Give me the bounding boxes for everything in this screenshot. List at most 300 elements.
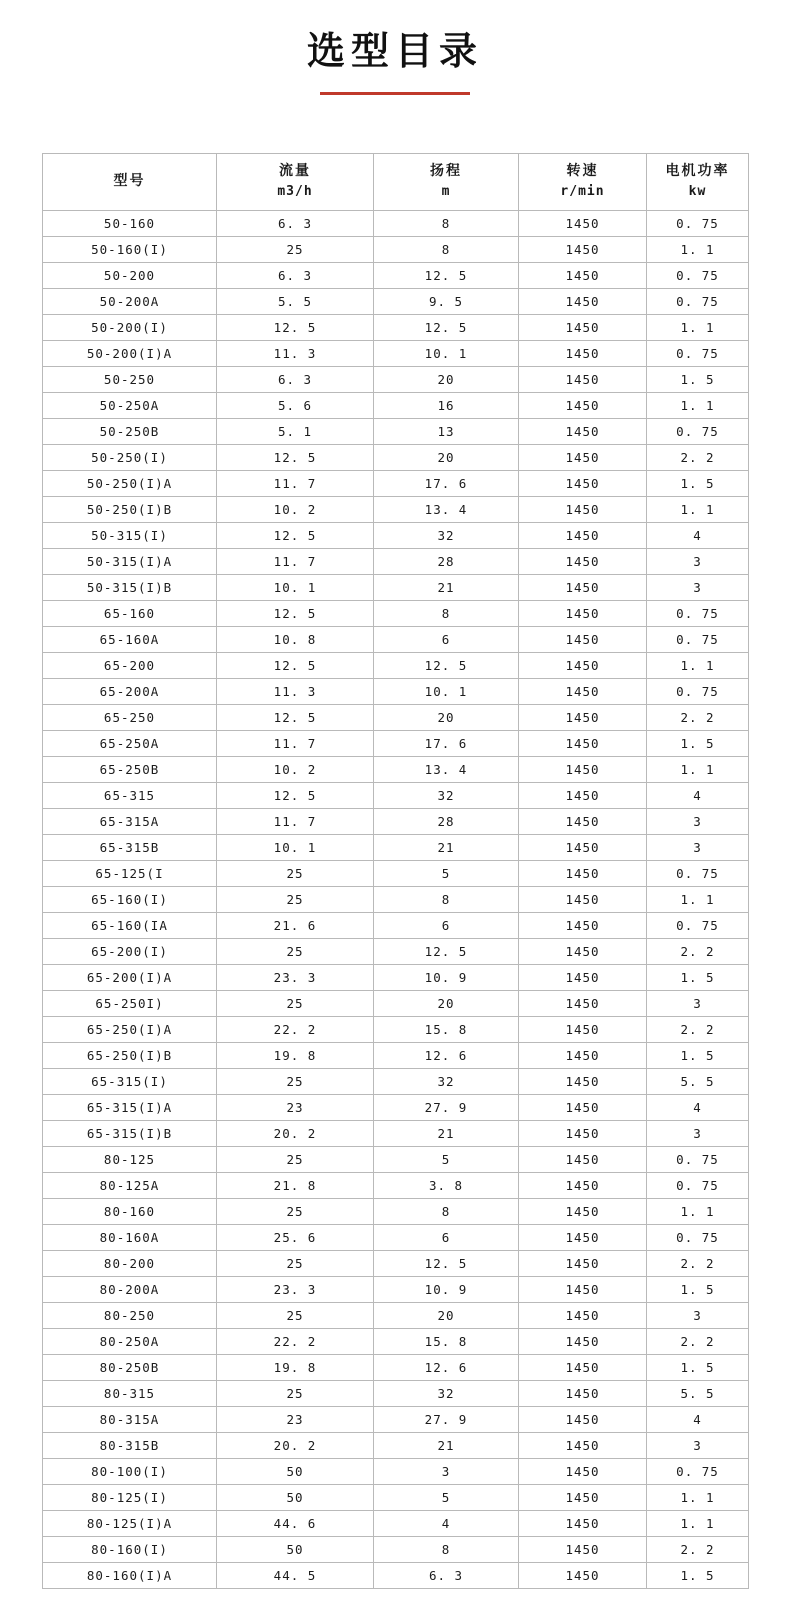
cell-model: 50-160(I) xyxy=(43,236,217,262)
cell-model: 80-160(I) xyxy=(43,1536,217,1562)
table-row xyxy=(43,990,749,1016)
cell-power: 2. 2 xyxy=(647,1536,749,1562)
cell-power: 1. 1 xyxy=(647,496,749,522)
cell-head: 10. 9 xyxy=(374,964,519,990)
cell-flow: 5. 6 xyxy=(217,392,374,418)
cell-flow: 20. 2 xyxy=(217,1432,374,1458)
cell-head: 28 xyxy=(374,548,519,574)
cell-speed: 1450 xyxy=(519,522,647,548)
cell-head: 5 xyxy=(374,860,519,886)
table-row xyxy=(43,522,749,548)
cell-power: 1. 1 xyxy=(647,1198,749,1224)
cell-head: 20 xyxy=(374,444,519,470)
cell-head: 21 xyxy=(374,574,519,600)
cell-head: 8 xyxy=(374,1536,519,1562)
cell-power: 0. 75 xyxy=(647,262,749,288)
cell-model: 65-160(IA xyxy=(43,912,217,938)
cell-model: 65-250(I)B xyxy=(43,1042,217,1068)
cell-speed: 1450 xyxy=(519,1562,647,1588)
cell-power: 2. 2 xyxy=(647,1328,749,1354)
column-header-head-label: 扬程 xyxy=(430,163,462,180)
cell-head: 6. 3 xyxy=(374,1562,519,1588)
cell-flow: 50 xyxy=(217,1484,374,1510)
cell-flow: 44. 5 xyxy=(217,1562,374,1588)
cell-speed: 1450 xyxy=(519,1328,647,1354)
table-row xyxy=(43,1562,749,1588)
cell-flow: 23. 3 xyxy=(217,1276,374,1302)
table-row xyxy=(43,678,749,704)
cell-speed: 1450 xyxy=(519,262,647,288)
cell-model: 80-315B xyxy=(43,1432,217,1458)
cell-flow: 25 xyxy=(217,990,374,1016)
cell-flow: 25 xyxy=(217,938,374,964)
cell-speed: 1450 xyxy=(519,1068,647,1094)
cell-flow: 11. 3 xyxy=(217,340,374,366)
cell-power: 2. 2 xyxy=(647,1250,749,1276)
cell-speed: 1450 xyxy=(519,678,647,704)
cell-model: 80-250 xyxy=(43,1302,217,1328)
cell-head: 10. 1 xyxy=(374,340,519,366)
cell-flow: 12. 5 xyxy=(217,782,374,808)
cell-speed: 1450 xyxy=(519,912,647,938)
cell-flow: 10. 2 xyxy=(217,756,374,782)
cell-power: 1. 1 xyxy=(647,652,749,678)
table-row xyxy=(43,288,749,314)
table-row xyxy=(43,860,749,886)
table-row xyxy=(43,756,749,782)
table-row xyxy=(43,1068,749,1094)
cell-power: 4 xyxy=(647,1094,749,1120)
page-title: 选型目录 xyxy=(306,29,483,73)
table-row xyxy=(43,1224,749,1250)
cell-head: 3 xyxy=(374,1458,519,1484)
cell-head: 20 xyxy=(374,1302,519,1328)
cell-model: 65-200 xyxy=(43,652,217,678)
cell-model: 50-200 xyxy=(43,262,217,288)
cell-head: 10. 1 xyxy=(374,678,519,704)
cell-power: 1. 5 xyxy=(647,1042,749,1068)
cell-model: 65-315(I) xyxy=(43,1068,217,1094)
table-row xyxy=(43,834,749,860)
cell-power: 4 xyxy=(647,1406,749,1432)
cell-speed: 1450 xyxy=(519,1146,647,1172)
cell-power: 0. 75 xyxy=(647,1172,749,1198)
cell-speed: 1450 xyxy=(519,600,647,626)
table-row xyxy=(43,1380,749,1406)
cell-flow: 25 xyxy=(217,1146,374,1172)
cell-model: 80-315 xyxy=(43,1380,217,1406)
table-row xyxy=(43,210,749,236)
cell-flow: 23. 3 xyxy=(217,964,374,990)
cell-head: 13 xyxy=(374,418,519,444)
cell-model: 65-315(I)A xyxy=(43,1094,217,1120)
column-header-power xyxy=(647,153,749,210)
cell-model: 50-200(I) xyxy=(43,314,217,340)
cell-flow: 25 xyxy=(217,1380,374,1406)
cell-power: 1. 1 xyxy=(647,1510,749,1536)
table-row xyxy=(43,1354,749,1380)
cell-flow: 21. 6 xyxy=(217,912,374,938)
table-row xyxy=(43,1094,749,1120)
table-row xyxy=(43,782,749,808)
cell-model: 65-200A xyxy=(43,678,217,704)
spec-table-wrapper xyxy=(42,153,748,1589)
cell-speed: 1450 xyxy=(519,288,647,314)
cell-speed: 1450 xyxy=(519,782,647,808)
title-block xyxy=(0,0,790,95)
cell-model: 80-160A xyxy=(43,1224,217,1250)
cell-power: 0. 75 xyxy=(647,1146,749,1172)
column-header-model-label: 型号 xyxy=(113,173,146,189)
cell-flow: 10. 1 xyxy=(217,574,374,600)
cell-head: 12. 5 xyxy=(374,262,519,288)
table-row xyxy=(43,1120,749,1146)
cell-head: 8 xyxy=(374,210,519,236)
cell-model: 65-315B xyxy=(43,834,217,860)
cell-speed: 1450 xyxy=(519,210,647,236)
cell-power: 3 xyxy=(647,990,749,1016)
cell-speed: 1450 xyxy=(519,964,647,990)
table-row xyxy=(43,262,749,288)
cell-head: 20 xyxy=(374,366,519,392)
table-row xyxy=(43,652,749,678)
table-row xyxy=(43,1432,749,1458)
cell-speed: 1450 xyxy=(519,860,647,886)
cell-model: 80-200A xyxy=(43,1276,217,1302)
cell-power: 1. 1 xyxy=(647,756,749,782)
cell-speed: 1450 xyxy=(519,1536,647,1562)
cell-model: 50-250 xyxy=(43,366,217,392)
cell-speed: 1450 xyxy=(519,1016,647,1042)
cell-flow: 11. 3 xyxy=(217,678,374,704)
cell-speed: 1450 xyxy=(519,704,647,730)
cell-flow: 11. 7 xyxy=(217,808,374,834)
cell-flow: 50 xyxy=(217,1458,374,1484)
cell-head: 20 xyxy=(374,990,519,1016)
cell-speed: 1450 xyxy=(519,756,647,782)
cell-head: 27. 9 xyxy=(374,1094,519,1120)
table-row xyxy=(43,1536,749,1562)
cell-speed: 1450 xyxy=(519,1250,647,1276)
cell-head: 17. 6 xyxy=(374,470,519,496)
cell-speed: 1450 xyxy=(519,1302,647,1328)
cell-power: 1. 5 xyxy=(647,964,749,990)
cell-speed: 1450 xyxy=(519,496,647,522)
cell-head: 6 xyxy=(374,1224,519,1250)
cell-model: 80-125(I) xyxy=(43,1484,217,1510)
cell-flow: 25 xyxy=(217,860,374,886)
table-row xyxy=(43,1146,749,1172)
table-row xyxy=(43,964,749,990)
cell-flow: 25. 6 xyxy=(217,1224,374,1250)
cell-head: 17. 6 xyxy=(374,730,519,756)
cell-flow: 10. 1 xyxy=(217,834,374,860)
cell-speed: 1450 xyxy=(519,340,647,366)
cell-model: 50-200A xyxy=(43,288,217,314)
cell-flow: 21. 8 xyxy=(217,1172,374,1198)
table-body xyxy=(43,210,749,1588)
cell-speed: 1450 xyxy=(519,548,647,574)
cell-speed: 1450 xyxy=(519,626,647,652)
cell-model: 65-160(I) xyxy=(43,886,217,912)
cell-model: 65-125(I xyxy=(43,860,217,886)
cell-head: 12. 5 xyxy=(374,652,519,678)
table-row xyxy=(43,470,749,496)
cell-speed: 1450 xyxy=(519,1510,647,1536)
cell-model: 65-315(I)B xyxy=(43,1120,217,1146)
table-row xyxy=(43,574,749,600)
table-row xyxy=(43,1250,749,1276)
cell-flow: 19. 8 xyxy=(217,1042,374,1068)
cell-power: 2. 2 xyxy=(647,444,749,470)
table-row xyxy=(43,340,749,366)
cell-flow: 12. 5 xyxy=(217,600,374,626)
cell-flow: 11. 7 xyxy=(217,470,374,496)
cell-model: 80-125(I)A xyxy=(43,1510,217,1536)
cell-head: 6 xyxy=(374,912,519,938)
column-header-head xyxy=(374,153,519,210)
column-header-speed-unit: r/min xyxy=(560,184,605,200)
cell-model: 65-315 xyxy=(43,782,217,808)
cell-flow: 20. 2 xyxy=(217,1120,374,1146)
cell-speed: 1450 xyxy=(519,886,647,912)
cell-head: 32 xyxy=(374,1380,519,1406)
cell-power: 0. 75 xyxy=(647,340,749,366)
cell-model: 65-200(I) xyxy=(43,938,217,964)
cell-speed: 1450 xyxy=(519,834,647,860)
cell-power: 1. 1 xyxy=(647,236,749,262)
cell-power: 3 xyxy=(647,548,749,574)
cell-model: 80-315A xyxy=(43,1406,217,1432)
cell-head: 12. 5 xyxy=(374,1250,519,1276)
table-row xyxy=(43,1302,749,1328)
cell-model: 50-315(I)B xyxy=(43,574,217,600)
cell-flow: 12. 5 xyxy=(217,652,374,678)
table-row xyxy=(43,600,749,626)
cell-flow: 10. 2 xyxy=(217,496,374,522)
cell-flow: 19. 8 xyxy=(217,1354,374,1380)
cell-head: 28 xyxy=(374,808,519,834)
cell-power: 2. 2 xyxy=(647,938,749,964)
cell-flow: 11. 7 xyxy=(217,548,374,574)
cell-model: 50-250(I)B xyxy=(43,496,217,522)
cell-flow: 11. 7 xyxy=(217,730,374,756)
table-row xyxy=(43,1484,749,1510)
cell-head: 12. 6 xyxy=(374,1042,519,1068)
cell-flow: 22. 2 xyxy=(217,1016,374,1042)
cell-speed: 1450 xyxy=(519,1094,647,1120)
table-row xyxy=(43,912,749,938)
cell-model: 50-250(I) xyxy=(43,444,217,470)
cell-flow: 12. 5 xyxy=(217,522,374,548)
cell-model: 65-250(I)A xyxy=(43,1016,217,1042)
column-header-power-unit: kw xyxy=(688,184,707,200)
cell-head: 15. 8 xyxy=(374,1328,519,1354)
cell-flow: 5. 1 xyxy=(217,418,374,444)
cell-model: 65-250B xyxy=(43,756,217,782)
table-row xyxy=(43,392,749,418)
cell-speed: 1450 xyxy=(519,652,647,678)
table-header xyxy=(43,153,749,210)
cell-power: 1. 5 xyxy=(647,1562,749,1588)
cell-model: 50-250(I)A xyxy=(43,470,217,496)
cell-head: 21 xyxy=(374,1120,519,1146)
table-row xyxy=(43,1510,749,1536)
table-header-row xyxy=(43,153,749,210)
cell-power: 1. 5 xyxy=(647,1276,749,1302)
cell-speed: 1450 xyxy=(519,366,647,392)
cell-power: 3 xyxy=(647,808,749,834)
column-header-power-label: 电机功率 xyxy=(665,163,730,180)
cell-flow: 5. 5 xyxy=(217,288,374,314)
cell-model: 65-160A xyxy=(43,626,217,652)
cell-head: 8 xyxy=(374,1198,519,1224)
cell-head: 10. 9 xyxy=(374,1276,519,1302)
cell-speed: 1450 xyxy=(519,1120,647,1146)
table-row xyxy=(43,236,749,262)
cell-head: 13. 4 xyxy=(374,756,519,782)
cell-flow: 25 xyxy=(217,1302,374,1328)
cell-head: 8 xyxy=(374,886,519,912)
cell-flow: 6. 3 xyxy=(217,366,374,392)
cell-flow: 6. 3 xyxy=(217,210,374,236)
table-row xyxy=(43,1328,749,1354)
cell-flow: 25 xyxy=(217,236,374,262)
table-row xyxy=(43,808,749,834)
title-underline-rule xyxy=(320,92,470,95)
cell-flow: 10. 8 xyxy=(217,626,374,652)
cell-flow: 23 xyxy=(217,1406,374,1432)
cell-head: 6 xyxy=(374,626,519,652)
cell-power: 1. 1 xyxy=(647,392,749,418)
cell-power: 0. 75 xyxy=(647,1224,749,1250)
table-row xyxy=(43,730,749,756)
cell-model: 80-200 xyxy=(43,1250,217,1276)
selection-catalog-table xyxy=(42,153,749,1589)
cell-power: 0. 75 xyxy=(647,210,749,236)
table-row xyxy=(43,444,749,470)
column-header-flow-unit: m3/h xyxy=(277,184,313,200)
cell-speed: 1450 xyxy=(519,808,647,834)
cell-head: 15. 8 xyxy=(374,1016,519,1042)
cell-flow: 12. 5 xyxy=(217,444,374,470)
cell-model: 65-200(I)A xyxy=(43,964,217,990)
cell-model: 50-250A xyxy=(43,392,217,418)
cell-head: 5 xyxy=(374,1146,519,1172)
cell-head: 27. 9 xyxy=(374,1406,519,1432)
cell-flow: 25 xyxy=(217,1250,374,1276)
cell-flow: 25 xyxy=(217,1068,374,1094)
cell-speed: 1450 xyxy=(519,1042,647,1068)
table-row xyxy=(43,938,749,964)
cell-power: 3 xyxy=(647,834,749,860)
cell-power: 0. 75 xyxy=(647,860,749,886)
table-row xyxy=(43,418,749,444)
cell-power: 1. 1 xyxy=(647,1484,749,1510)
cell-speed: 1450 xyxy=(519,990,647,1016)
cell-model: 65-250 xyxy=(43,704,217,730)
cell-power: 1. 5 xyxy=(647,730,749,756)
cell-power: 2. 2 xyxy=(647,1016,749,1042)
cell-head: 21 xyxy=(374,1432,519,1458)
table-row xyxy=(43,496,749,522)
cell-flow: 25 xyxy=(217,886,374,912)
cell-speed: 1450 xyxy=(519,1406,647,1432)
table-row xyxy=(43,1042,749,1068)
cell-power: 1. 5 xyxy=(647,470,749,496)
cell-power: 2. 2 xyxy=(647,704,749,730)
column-header-model xyxy=(43,153,217,210)
cell-speed: 1450 xyxy=(519,1458,647,1484)
cell-head: 5 xyxy=(374,1484,519,1510)
cell-speed: 1450 xyxy=(519,1484,647,1510)
cell-speed: 1450 xyxy=(519,1172,647,1198)
table-row xyxy=(43,886,749,912)
table-row xyxy=(43,1276,749,1302)
cell-model: 80-160 xyxy=(43,1198,217,1224)
cell-power: 0. 75 xyxy=(647,418,749,444)
cell-model: 65-250I) xyxy=(43,990,217,1016)
cell-power: 1. 1 xyxy=(647,314,749,340)
cell-power: 5. 5 xyxy=(647,1068,749,1094)
cell-model: 65-250A xyxy=(43,730,217,756)
cell-power: 1. 5 xyxy=(647,366,749,392)
cell-head: 32 xyxy=(374,782,519,808)
cell-model: 80-125A xyxy=(43,1172,217,1198)
cell-model: 80-160(I)A xyxy=(43,1562,217,1588)
cell-head: 12. 6 xyxy=(374,1354,519,1380)
cell-flow: 12. 5 xyxy=(217,314,374,340)
cell-speed: 1450 xyxy=(519,444,647,470)
cell-speed: 1450 xyxy=(519,730,647,756)
cell-power: 3 xyxy=(647,1432,749,1458)
cell-speed: 1450 xyxy=(519,574,647,600)
column-header-flow xyxy=(217,153,374,210)
table-row xyxy=(43,1172,749,1198)
cell-speed: 1450 xyxy=(519,470,647,496)
cell-head: 9. 5 xyxy=(374,288,519,314)
table-row xyxy=(43,1198,749,1224)
cell-model: 50-315(I)A xyxy=(43,548,217,574)
cell-speed: 1450 xyxy=(519,938,647,964)
cell-model: 50-200(I)A xyxy=(43,340,217,366)
cell-flow: 44. 6 xyxy=(217,1510,374,1536)
cell-model: 50-160 xyxy=(43,210,217,236)
cell-head: 20 xyxy=(374,704,519,730)
cell-model: 65-315A xyxy=(43,808,217,834)
cell-head: 32 xyxy=(374,522,519,548)
cell-head: 16 xyxy=(374,392,519,418)
cell-model: 50-315(I) xyxy=(43,522,217,548)
column-header-speed-label: 转速 xyxy=(566,163,599,180)
table-row xyxy=(43,548,749,574)
cell-power: 0. 75 xyxy=(647,626,749,652)
table-row xyxy=(43,1458,749,1484)
cell-power: 0. 75 xyxy=(647,288,749,314)
cell-head: 13. 4 xyxy=(374,496,519,522)
cell-flow: 25 xyxy=(217,1198,374,1224)
table-row xyxy=(43,1016,749,1042)
cell-head: 21 xyxy=(374,834,519,860)
cell-speed: 1450 xyxy=(519,418,647,444)
cell-speed: 1450 xyxy=(519,1432,647,1458)
table-row xyxy=(43,704,749,730)
cell-speed: 1450 xyxy=(519,1276,647,1302)
column-header-speed xyxy=(519,153,647,210)
cell-speed: 1450 xyxy=(519,236,647,262)
cell-flow: 6. 3 xyxy=(217,262,374,288)
cell-power: 0. 75 xyxy=(647,678,749,704)
